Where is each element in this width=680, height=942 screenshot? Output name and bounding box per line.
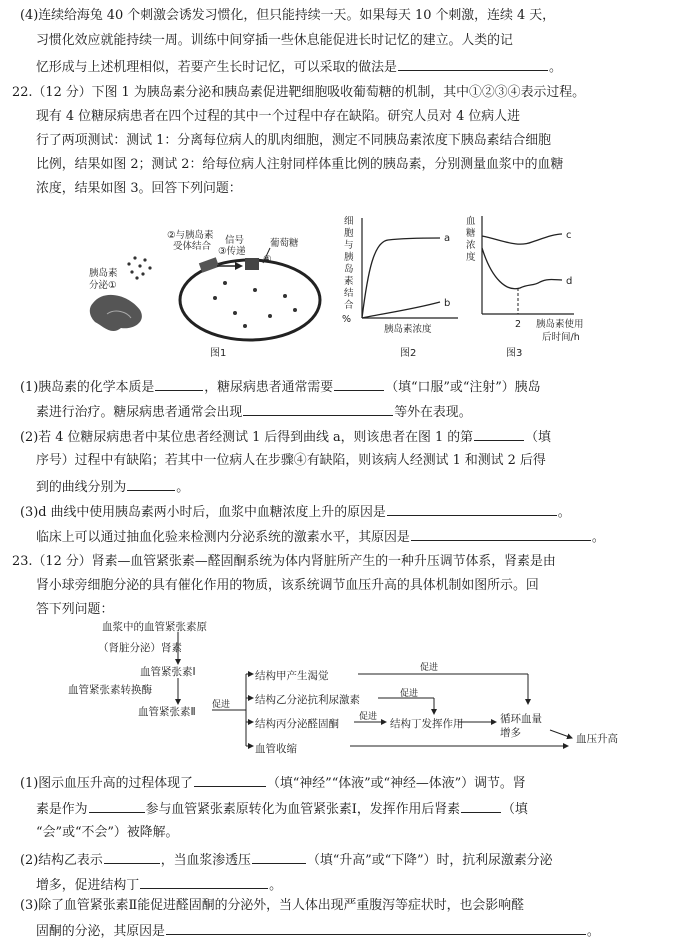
q22-part1-line1: (1)胰岛素的化学本质是 ，糖尿病患者通常需要 （填“口服”或“注射”）胰岛 (20, 376, 680, 398)
q22-part2-line3: 到的曲线分别为 。 (36, 476, 680, 498)
fig3-curve-d (482, 248, 562, 289)
flow-label-promote-1: 促进 (212, 700, 231, 710)
flow-node-structure-c: 结构丙分泌醛固酮 (255, 718, 339, 730)
answer-blank[interactable] (334, 376, 384, 391)
answer-blank[interactable] (104, 849, 160, 864)
fig1-label-secrete1: 胰岛素 (89, 268, 118, 279)
fig3-curve-c (482, 234, 562, 244)
fig1-label-receptor: ②与胰岛素 (167, 230, 214, 241)
fig1-label-signal2: ③传递 (218, 246, 246, 257)
flow-label-promote-2: 促进 (420, 663, 439, 673)
fig3-label-c: c (566, 230, 572, 241)
q21-4-line2: 习惯化效应就能持续一周。训练中间穿插一些休息能促进长时记忆的建立。人类的记 (36, 33, 513, 48)
flow-node-angiotensinogen: 血浆中的血管紧张素原 (102, 621, 207, 633)
answer-blank[interactable] (155, 376, 203, 391)
flow-node-bp-rise: 血压升高 (576, 733, 618, 745)
q23-part3-line1: (3)除了血管紧张素Ⅱ能促进醛固酮的分泌外，当人体出现严重腹泻等症状时，也会影响醛 (20, 898, 524, 913)
flow-node-ace: 血管紧张素转换酶 (68, 684, 152, 696)
period: 。 (548, 60, 562, 75)
q22-line2: 现有 4 位糖尿病患者在四个过程的其中一个过程中存在缺陷。研究人员对 4 位病人进 (36, 109, 520, 124)
q21-4-line1: (4)连续给海兔 40 个刺激会诱发习惯化，但只能持续一天。如果每天 10 个刺激，连续 4 天， (20, 8, 556, 23)
answer-blank[interactable] (387, 501, 557, 516)
q22-part2-line1: (2)若 4 位糖尿病患者中某位患者经测试 1 后得到曲线 a，则该患者在图 1 的第 （填 (20, 426, 680, 448)
flow-label-promote-4: 促进 (359, 712, 378, 722)
answer-blank[interactable] (243, 401, 393, 416)
q23-part2-line1: (2)结构乙表示 ，当血浆渗透压 （填“升高”或“下降”）时，抗利尿激素分泌 (20, 849, 680, 871)
fig1-label-step4: ④ (263, 254, 272, 265)
fig2-ylabel-1: 细 (344, 216, 354, 227)
flow-node-blood-volume-2: 增多 (500, 727, 521, 739)
fig2-ylabel-8: 合 (344, 300, 354, 311)
answer-blank[interactable] (166, 920, 586, 935)
figure-3-chart (462, 210, 622, 360)
flow-node-angiotensin-2: 血管紧张素Ⅱ (138, 706, 196, 718)
answer-blank[interactable] (398, 56, 548, 71)
fig3-ylabel-1: 血 (466, 216, 476, 227)
fig1-label-receptor2: 受体结合 (173, 241, 212, 252)
q21-4-line3-text: 忆形成与上述机理相似，若要产生长时记忆，可以采取的做法是 (36, 60, 397, 75)
q23-line1: 23.（12 分）肾素—血管紧张素—醛固酮系统为体内肾脏所产生的一种升压调节体系，肾素是由 (12, 554, 556, 569)
figure-1-caption: 图1 (210, 348, 227, 359)
q23-part1-line2: 素是作为 参与血管紧张素原转化为血管紧张素Ⅰ，发挥作用后肾素 （填 (36, 798, 680, 820)
answer-blank[interactable] (474, 426, 524, 441)
flow-arrows (60, 612, 640, 762)
fig1-label-signal: 信号 (225, 235, 245, 246)
q23-part1-line3: “会”或“不会”）被降解。 (36, 825, 179, 840)
glucose-transporter-icon (245, 258, 259, 270)
flow-node-angiotensin-1: 血管紧张素Ⅰ (140, 666, 196, 678)
fig3-ylabel-3: 浓 (466, 240, 476, 251)
fig2-xlabel: 胰岛素浓度 (384, 324, 432, 335)
fig2-ylabel-5: 岛 (344, 264, 354, 275)
flow-node-vasoconstriction: 血管收缩 (255, 743, 297, 755)
flow-node-structure-b: 结构乙分泌抗利尿激素 (255, 694, 360, 706)
fig2-ylabel-2: 胞 (344, 228, 354, 239)
fig2-label-b: b (444, 298, 451, 309)
fig3-ylabel-4: 度 (466, 252, 476, 263)
q22-part3-line2: 临床上可以通过抽血化验来检测内分泌系统的激素水平，其原因是 。 (36, 526, 680, 548)
fig3-label-d: d (566, 276, 573, 287)
q22-part2-line2: 序号）过程中有缺陷；若其中一位病人在步骤④有缺陷，则该病人经测试 1 和测试 2 后得 (36, 453, 546, 468)
q23-line3: 答下列问题： (36, 602, 114, 617)
fig2-ylabel-7: 结 (344, 288, 354, 299)
fig2-ylabel-3: 与 (344, 240, 354, 251)
flow-node-structure-a: 结构甲产生渴觉 (255, 670, 329, 682)
q22-line4: 比例，结果如图 2；测试 2：给每位病人注射同样体重比例的胰岛素，分别测量血浆中的血糖 (36, 157, 564, 172)
fig1-label-glucose: 葡萄糖 (270, 238, 299, 249)
fig3-ylabel-2: 糖 (466, 228, 476, 239)
q23-part1-line1: (1)图示血压升高的过程体现了 （填“神经”“体液”或“神经—体液”）调节。肾 (20, 772, 680, 794)
q22-line3: 行了两项测试：测试 1：分离每位病人的肌肉细胞，测定不同胰岛素浓度下胰岛素结合细胞 (36, 133, 552, 148)
figure-2-chart (340, 210, 465, 360)
fig2-curve-b (362, 302, 440, 318)
answer-blank[interactable] (252, 849, 306, 864)
q23-line2: 肾小球旁细胞分泌的具有催化作用的物质，该系统调节血压升高的具体机制如图所示。回 (36, 578, 539, 593)
fig2-ylabel-9: % (342, 314, 352, 325)
flow-node-renin: （肾脏分泌）肾素 (98, 642, 182, 654)
q22-part1-line2: 素进行治疗。糖尿病患者通常会出现 等外在表现。 (36, 401, 680, 423)
flow-label-promote-3: 促进 (400, 689, 419, 699)
receptor-icon (199, 257, 219, 273)
flow-node-structure-d: 结构丁发挥作用 (390, 718, 464, 730)
fig3-xlabel1: 胰岛素使用 (536, 319, 584, 330)
q22-line5: 浓度，结果如图 3。回答下列问题： (36, 181, 242, 196)
q23-part3-line2: 固酮的分泌，其原因是 。 (36, 920, 680, 942)
answer-blank[interactable] (140, 874, 268, 889)
q22-part3-line1: (3)d 曲线中使用胰岛素两小时后，血浆中血糖浓度上升的原因是 。 (20, 501, 680, 523)
figure-3-caption: 图3 (506, 348, 523, 359)
figure-2-caption: 图2 (400, 348, 417, 359)
answer-blank[interactable] (461, 798, 501, 813)
fig3-tick-2: 2 (515, 319, 522, 330)
flow-node-blood-volume-1: 循环血量 (500, 713, 542, 725)
answer-blank[interactable] (89, 798, 145, 813)
insulin-dots (127, 256, 151, 279)
fig2-ylabel-4: 胰 (344, 252, 354, 263)
answer-blank[interactable] (411, 526, 591, 541)
answer-blank[interactable] (194, 772, 266, 787)
q23-part2-line2: 增多，促进结构丁 。 (36, 874, 680, 896)
q21-4-line3 (36, 56, 680, 78)
pancreas-shape (90, 295, 142, 331)
fig3-xlabel2: 后时间/h (542, 332, 580, 343)
figure-1-insulin-mechanism (85, 218, 335, 368)
q22-line1: 22.（12 分）下图 1 为胰岛素分泌和胰岛素促进靶细胞吸收葡萄糖的机制，其中①②③④表示过程。 (12, 85, 586, 100)
fig1-label-secrete2: 分泌① (89, 280, 117, 291)
fig2-ylabel-6: 素 (344, 276, 354, 287)
answer-blank[interactable] (127, 476, 175, 491)
fig2-label-a: a (444, 233, 451, 244)
fig2-curve-a (362, 238, 440, 318)
target-cell (180, 260, 320, 340)
